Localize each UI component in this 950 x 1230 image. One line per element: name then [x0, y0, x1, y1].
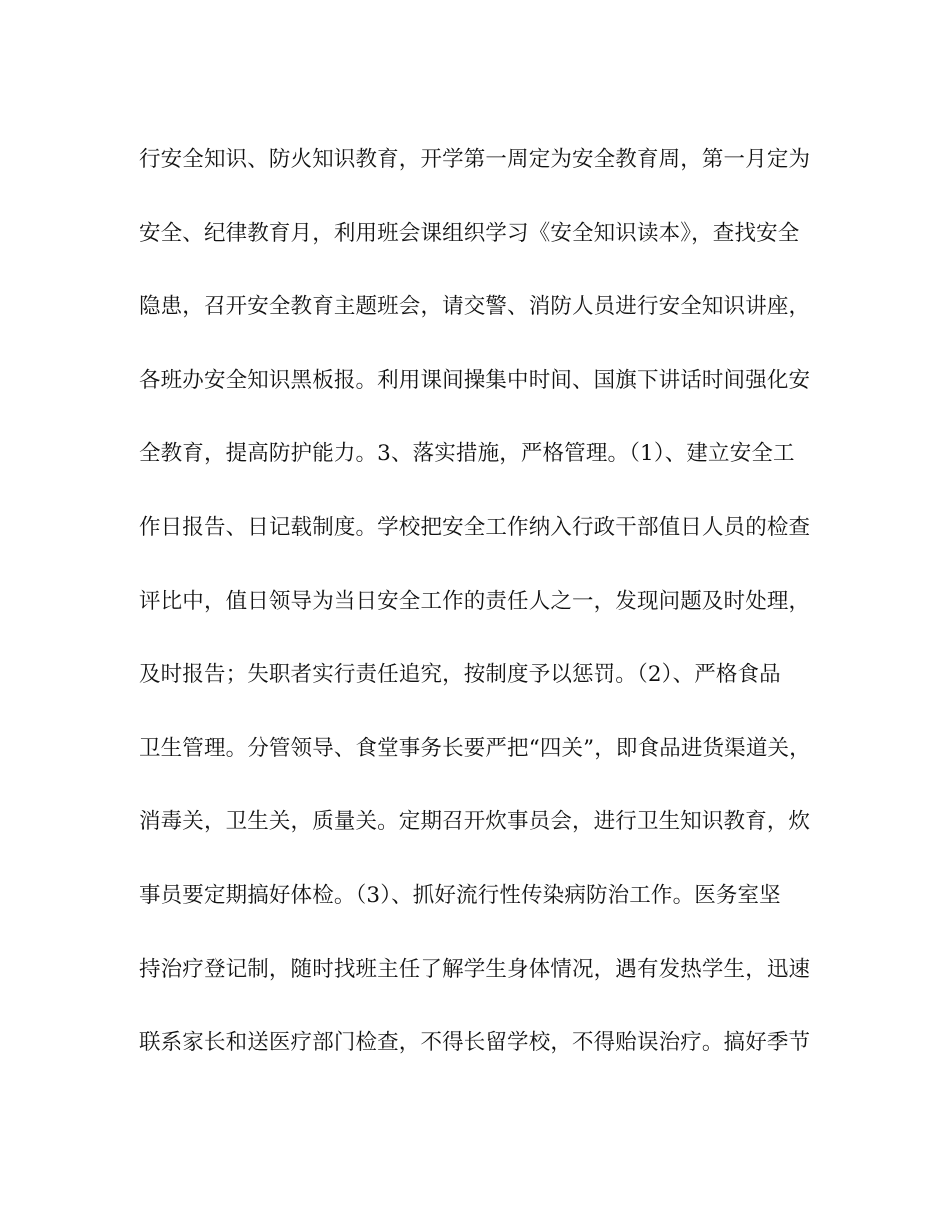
text-line: 作日报告、日记载制度。学校把安全工作纳入行政干部值日人员的检查 — [139, 514, 811, 540]
text-line: 事员要定期搞好体检。（3）、抓好流行性传染病防治工作。医务室坚 — [139, 882, 781, 908]
text-line: 联系家长和送医疗部门检查，不得长留学校，不得贻误治疗。搞好季节 — [139, 1030, 811, 1056]
body-text — [139, 136, 839, 1093]
text-line: 卫生管理。分管领导、食堂事务长要严把“四关”，即食品进货渠道关， — [139, 735, 811, 761]
text-line: 隐患，召开安全教育主题班会，请交警、消防人员进行安全知识讲座， — [139, 294, 811, 320]
text-line: 各班办安全知识黑板报。利用课间操集中时间、国旗下讲话时间强化安 — [139, 367, 811, 393]
text-line: 消毒关，卫生关，质量关。定期召开炊事员会，进行卫生知识教育，炊 — [139, 809, 811, 835]
text-line: 持治疗登记制，随时找班主任了解学生身体情况，遇有发热学生，迅速 — [139, 956, 811, 982]
text-line: 评比中，值日领导为当日安全工作的责任人之一，发现问题及时处理， — [139, 588, 811, 614]
text-line: 及时报告；失职者实行责任追究，按制度予以惩罚。（2）、严格食品 — [139, 662, 781, 688]
text-line: 安全、纪律教育月，利用班会课组织学习《安全知识读本》，查找安全 — [139, 220, 800, 246]
text-line: 全教育，提高防护能力。3、落实措施，严格管理。（1）、建立安全工 — [139, 441, 795, 467]
text-line: 行安全知识、防火知识教育，开学第一周定为安全教育周，第一月定为 — [139, 147, 811, 172]
